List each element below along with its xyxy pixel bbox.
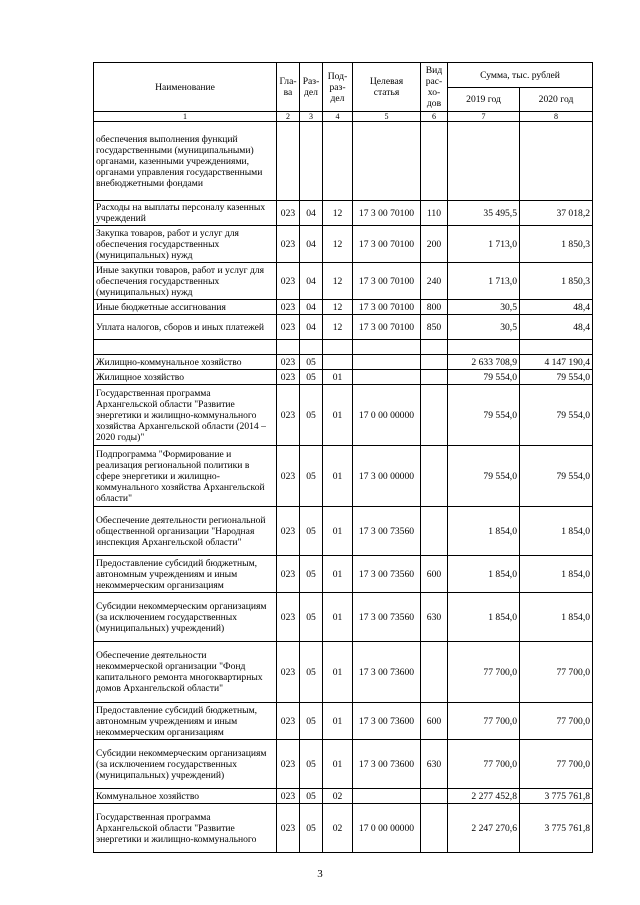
row-amount-2019: 1 713,0 — [448, 263, 520, 300]
row-amount-2019: 2 277 452,8 — [448, 789, 520, 804]
row-name: Предоставление субсидий бюджетным, автономным учреждениям и иным некоммерческим организациям — [94, 703, 277, 740]
row-razdel: 04 — [300, 201, 323, 226]
row-glava — [277, 340, 300, 355]
row-name: Иные бюджетные ассигнования — [94, 300, 277, 315]
row-razdel: 05 — [300, 385, 323, 446]
row-name: Обеспечение деятельности региональной общественной организации "Народная инспекция Архангельской области" — [94, 507, 277, 556]
row-glava: 023 — [277, 355, 300, 370]
row-target — [353, 789, 421, 804]
row-amount-2019: 1 854,0 — [448, 507, 520, 556]
row-amount-2020: 77 700,0 — [520, 703, 593, 740]
row-razdel — [300, 122, 323, 201]
row-target: 17 3 00 70100 — [353, 300, 421, 315]
row-vid: 600 — [421, 556, 448, 593]
row-podrazdel: 01 — [323, 703, 353, 740]
row-amount-2020 — [520, 122, 593, 201]
row-amount-2020: 79 554,0 — [520, 385, 593, 446]
row-vid: 200 — [421, 226, 448, 263]
row-name: Закупка товаров, работ и услуг для обеспечения государственных (муниципальных) нужд — [94, 226, 277, 263]
row-amount-2019: 77 700,0 — [448, 703, 520, 740]
table-row — [94, 226, 593, 263]
row-podrazdel: 02 — [323, 789, 353, 804]
table-row — [94, 201, 593, 226]
row-glava: 023 — [277, 300, 300, 315]
row-vid — [421, 804, 448, 853]
row-razdel: 05 — [300, 703, 323, 740]
row-razdel: 05 — [300, 446, 323, 507]
row-amount-2019: 30,5 — [448, 315, 520, 340]
row-vid: 800 — [421, 300, 448, 315]
row-glava: 023 — [277, 226, 300, 263]
row-name: Государственная программа Архангельской области "Развитие энергетики и жилищно-коммунального хозяйства Архангельской области (2014 – 2020 годы)" — [94, 385, 277, 446]
row-vid — [421, 370, 448, 385]
table-row — [94, 122, 593, 201]
row-vid — [421, 642, 448, 703]
row-glava: 023 — [277, 385, 300, 446]
row-razdel: 05 — [300, 593, 323, 642]
row-amount-2019: 77 700,0 — [448, 740, 520, 789]
row-amount-2020: 1 854,0 — [520, 507, 593, 556]
row-amount-2019: 1 854,0 — [448, 556, 520, 593]
row-podrazdel: 02 — [323, 804, 353, 853]
row-glava: 023 — [277, 593, 300, 642]
row-podrazdel — [323, 122, 353, 201]
row-glava: 023 — [277, 263, 300, 300]
row-amount-2020: 1 854,0 — [520, 593, 593, 642]
row-amount-2020 — [520, 340, 593, 355]
row-vid: 110 — [421, 201, 448, 226]
table-row — [94, 804, 593, 853]
row-amount-2019: 79 554,0 — [448, 385, 520, 446]
row-target: 17 3 00 73560 — [353, 556, 421, 593]
row-target: 17 3 00 70100 — [353, 315, 421, 340]
row-amount-2020: 79 554,0 — [520, 370, 593, 385]
row-amount-2020: 4 147 190,4 — [520, 355, 593, 370]
row-amount-2020: 79 554,0 — [520, 446, 593, 507]
row-vid — [421, 340, 448, 355]
row-target — [353, 340, 421, 355]
row-amount-2019: 30,5 — [448, 300, 520, 315]
row-vid — [421, 789, 448, 804]
row-target: 17 0 00 00000 — [353, 804, 421, 853]
row-name: Иные закупки товаров, работ и услуг для обеспечения государственных (муниципальных) нужд — [94, 263, 277, 300]
row-amount-2019: 2 633 708,9 — [448, 355, 520, 370]
col-number: 8 — [520, 112, 593, 122]
row-amount-2020: 1 850,3 — [520, 226, 593, 263]
table-row — [94, 300, 593, 315]
row-podrazdel: 01 — [323, 446, 353, 507]
row-target: 17 3 00 00000 — [353, 446, 421, 507]
row-amount-2020: 3 775 761,8 — [520, 789, 593, 804]
row-podrazdel: 01 — [323, 593, 353, 642]
row-name — [94, 340, 277, 355]
row-target: 17 3 00 73600 — [353, 703, 421, 740]
row-vid: 600 — [421, 703, 448, 740]
table-row — [94, 263, 593, 300]
row-amount-2019: 77 700,0 — [448, 642, 520, 703]
header-target: Целевая статья — [353, 63, 421, 112]
row-razdel: 05 — [300, 556, 323, 593]
row-podrazdel: 01 — [323, 556, 353, 593]
row-amount-2019: 1 713,0 — [448, 226, 520, 263]
row-razdel: 05 — [300, 804, 323, 853]
row-amount-2020: 37 018,2 — [520, 201, 593, 226]
row-glava: 023 — [277, 740, 300, 789]
table-row — [94, 370, 593, 385]
row-podrazdel — [323, 355, 353, 370]
row-name: Субсидии некоммерческим организациям (за исключением государственных (муниципальных) учреждений) — [94, 740, 277, 789]
row-razdel: 05 — [300, 507, 323, 556]
row-name: Субсидии некоммерческим организациям (за исключением государственных (муниципальных) учреждений) — [94, 593, 277, 642]
row-podrazdel: 01 — [323, 507, 353, 556]
table-row — [94, 740, 593, 789]
header-sum: Сумма, тыс. рублей — [448, 63, 593, 88]
row-vid: 850 — [421, 315, 448, 340]
row-glava: 023 — [277, 446, 300, 507]
header-name: Наименование — [94, 63, 277, 112]
header-row — [94, 63, 593, 88]
row-amount-2019: 2 247 270,6 — [448, 804, 520, 853]
col-number: 4 — [323, 112, 353, 122]
row-glava: 023 — [277, 804, 300, 853]
row-amount-2020: 48,4 — [520, 315, 593, 340]
row-vid — [421, 122, 448, 201]
table-row — [94, 446, 593, 507]
row-target: 17 0 00 00000 — [353, 385, 421, 446]
row-amount-2019: 1 854,0 — [448, 593, 520, 642]
row-podrazdel: 01 — [323, 370, 353, 385]
row-razdel: 04 — [300, 226, 323, 263]
row-vid — [421, 355, 448, 370]
col-number: 2 — [277, 112, 300, 122]
row-razdel: 04 — [300, 300, 323, 315]
row-target — [353, 122, 421, 201]
col-number: 5 — [353, 112, 421, 122]
row-amount-2020: 3 775 761,8 — [520, 804, 593, 853]
row-podrazdel: 01 — [323, 740, 353, 789]
table-row — [94, 315, 593, 340]
table-row — [94, 507, 593, 556]
row-name: Предоставление субсидий бюджетным, автономным учреждениям и иным некоммерческим организациям — [94, 556, 277, 593]
row-amount-2019: 79 554,0 — [448, 446, 520, 507]
row-podrazdel: 12 — [323, 300, 353, 315]
row-podrazdel: 12 — [323, 226, 353, 263]
row-glava — [277, 122, 300, 201]
header-glava: Гла- ва — [277, 63, 300, 112]
row-target: 17 3 00 70100 — [353, 226, 421, 263]
row-amount-2020: 77 700,0 — [520, 642, 593, 703]
row-vid — [421, 507, 448, 556]
row-name: Подпрограмма "Формирование и реализация региональной политики в сфере энергетики и жилищно-коммунального хозяйства Архангельской области" — [94, 446, 277, 507]
row-glava: 023 — [277, 201, 300, 226]
row-amount-2020: 1 850,3 — [520, 263, 593, 300]
col-number: 6 — [421, 112, 448, 122]
header-vid: Вид рас- хо- дов — [421, 63, 448, 112]
row-podrazdel: 01 — [323, 642, 353, 703]
row-razdel: 05 — [300, 355, 323, 370]
budget-table — [93, 62, 593, 853]
row-target — [353, 370, 421, 385]
row-amount-2020: 77 700,0 — [520, 740, 593, 789]
row-amount-2019 — [448, 340, 520, 355]
row-amount-2019: 35 495,5 — [448, 201, 520, 226]
row-glava: 023 — [277, 370, 300, 385]
row-vid — [421, 385, 448, 446]
row-amount-2020: 48,4 — [520, 300, 593, 315]
row-razdel: 04 — [300, 263, 323, 300]
row-razdel: 05 — [300, 740, 323, 789]
row-glava: 023 — [277, 703, 300, 740]
row-target: 17 3 00 73560 — [353, 593, 421, 642]
row-name: обеспечения выполнения функций государственными (муниципальными) органами, казенными учреждениями, органами управления государственными внебюджетными фондами — [94, 122, 277, 201]
table-row — [94, 385, 593, 446]
row-amount-2019: 79 554,0 — [448, 370, 520, 385]
row-name: Коммунальное хозяйство — [94, 789, 277, 804]
col-number: 3 — [300, 112, 323, 122]
column-numbers-row — [94, 112, 593, 122]
table-row — [94, 703, 593, 740]
header-razdel: Раз- дел — [300, 63, 323, 112]
table-row — [94, 340, 593, 355]
row-glava: 023 — [277, 315, 300, 340]
row-target: 17 3 00 70100 — [353, 263, 421, 300]
header-2020: 2020 год — [520, 88, 593, 112]
row-name: Жилищно-коммунальное хозяйство — [94, 355, 277, 370]
row-vid: 240 — [421, 263, 448, 300]
row-amount-2019 — [448, 122, 520, 201]
row-name: Уплата налогов, сборов и иных платежей — [94, 315, 277, 340]
row-razdel: 04 — [300, 315, 323, 340]
table-row — [94, 593, 593, 642]
col-number: 7 — [448, 112, 520, 122]
row-podrazdel — [323, 340, 353, 355]
row-target: 17 3 00 70100 — [353, 201, 421, 226]
row-razdel: 05 — [300, 370, 323, 385]
row-glava: 023 — [277, 789, 300, 804]
row-razdel: 05 — [300, 789, 323, 804]
row-vid: 630 — [421, 593, 448, 642]
row-podrazdel: 12 — [323, 315, 353, 340]
header-2019: 2019 год — [448, 88, 520, 112]
table-row — [94, 556, 593, 593]
row-glava: 023 — [277, 642, 300, 703]
row-name: Жилищное хозяйство — [94, 370, 277, 385]
row-target: 17 3 00 73600 — [353, 642, 421, 703]
row-vid — [421, 446, 448, 507]
row-podrazdel: 01 — [323, 385, 353, 446]
row-target: 17 3 00 73600 — [353, 740, 421, 789]
row-glava: 023 — [277, 556, 300, 593]
table-row — [94, 642, 593, 703]
row-podrazdel: 12 — [323, 201, 353, 226]
row-razdel: 05 — [300, 642, 323, 703]
row-amount-2020: 1 854,0 — [520, 556, 593, 593]
row-vid: 630 — [421, 740, 448, 789]
row-glava: 023 — [277, 507, 300, 556]
row-razdel — [300, 340, 323, 355]
row-name: Обеспечение деятельности некоммерческой организации "Фонд капитального ремонта многоквартирных домов Архангельской области" — [94, 642, 277, 703]
table-row — [94, 789, 593, 804]
table-row — [94, 355, 593, 370]
row-name: Расходы на выплаты персоналу казенных учреждений — [94, 201, 277, 226]
col-number: 1 — [94, 112, 277, 122]
row-name: Государственная программа Архангельской области "Развитие энергетики и жилищно-коммунального — [94, 804, 277, 853]
row-podrazdel: 12 — [323, 263, 353, 300]
row-target — [353, 355, 421, 370]
header-podrazdel: Под- раз- дел — [323, 63, 353, 112]
page-number: 3 — [317, 868, 323, 880]
row-target: 17 3 00 73560 — [353, 507, 421, 556]
